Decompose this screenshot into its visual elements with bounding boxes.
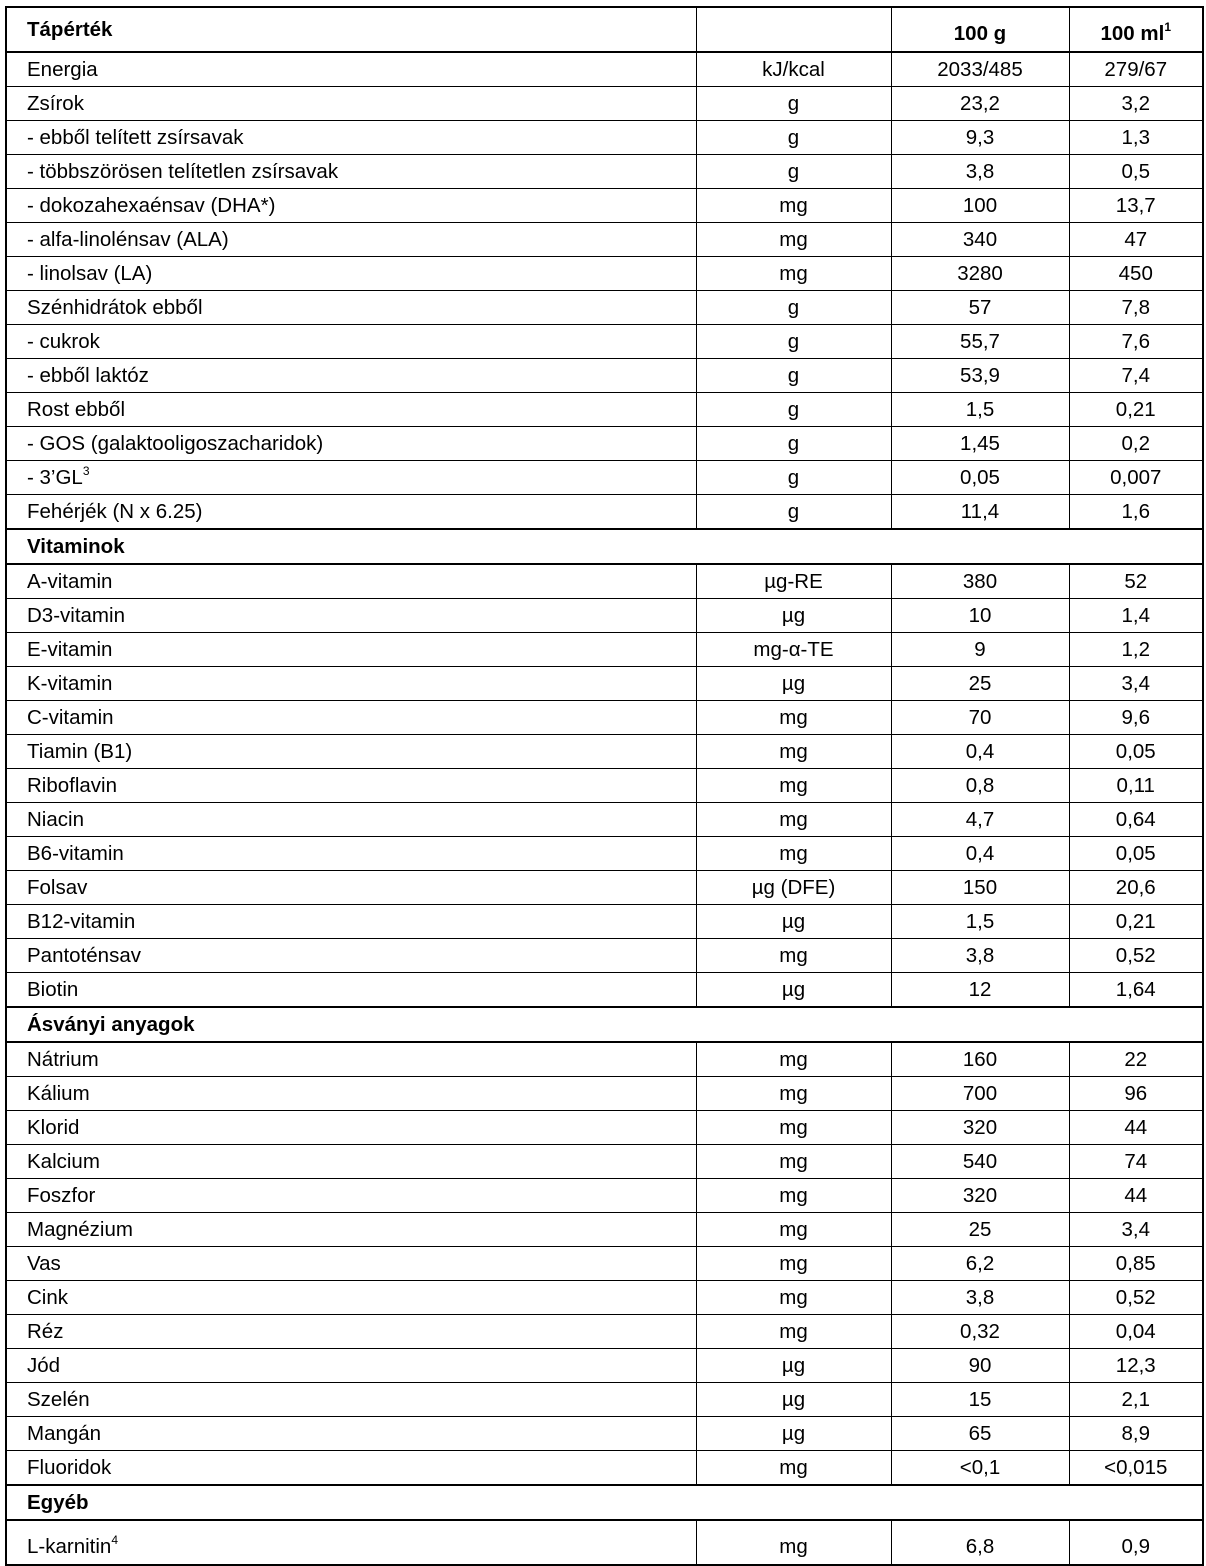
nutrient-name-text: Cink <box>27 1286 69 1309</box>
nutrient-name-text: - linolsav (LA) <box>27 262 153 285</box>
value-per-100g: 11,4 <box>891 495 1069 530</box>
table-row <box>6 1145 1203 1179</box>
nutrient-name <box>6 325 696 359</box>
nutrient-name-text: Riboflavin <box>27 774 118 797</box>
nutrient-name <box>6 1145 696 1179</box>
value-per-100ml: 450 <box>1069 257 1203 291</box>
nutrient-unit: mg <box>696 1077 891 1111</box>
nutrient-unit: mg <box>696 735 891 769</box>
nutrient-unit: mg <box>696 189 891 223</box>
nutrient-name <box>6 1520 696 1565</box>
value-per-100ml: 0,05 <box>1069 837 1203 871</box>
value-per-100g: 320 <box>891 1179 1069 1213</box>
nutrient-name-text: L-karnitin <box>27 1535 112 1558</box>
value-per-100g: 90 <box>891 1349 1069 1383</box>
table-row <box>6 1383 1203 1417</box>
nutrient-name <box>6 667 696 701</box>
value-per-100g: 1,5 <box>891 393 1069 427</box>
nutrient-unit: mg <box>696 1247 891 1281</box>
value-per-100ml: 1,64 <box>1069 973 1203 1008</box>
table-row <box>6 427 1203 461</box>
nutrient-name <box>6 1451 696 1486</box>
section-heading: Vitaminok <box>6 529 1203 564</box>
header-unit <box>696 7 891 52</box>
value-per-100g: 25 <box>891 1213 1069 1247</box>
table-row <box>6 701 1203 735</box>
nutrient-unit: mg <box>696 1042 891 1077</box>
nutrient-name <box>6 837 696 871</box>
nutrient-name-text: Szelén <box>27 1388 90 1411</box>
nutrient-unit: mg <box>696 701 891 735</box>
nutrient-name <box>6 393 696 427</box>
nutrient-name-text: A-vitamin <box>27 570 113 593</box>
value-per-100ml: 1,2 <box>1069 633 1203 667</box>
nutrient-name <box>6 1315 696 1349</box>
nutrient-unit: mg <box>696 257 891 291</box>
value-per-100g: 6,8 <box>891 1520 1069 1565</box>
nutrient-name <box>6 87 696 121</box>
value-per-100ml: 7,6 <box>1069 325 1203 359</box>
table-row <box>6 905 1203 939</box>
table-row <box>6 1077 1203 1111</box>
table-row <box>6 52 1203 87</box>
nutrient-unit: mg-α-TE <box>696 633 891 667</box>
table-row <box>6 1315 1203 1349</box>
nutrient-name-text: B12-vitamin <box>27 910 136 933</box>
nutrient-name-text: - dokozahexaénsav (DHA*) <box>27 194 276 217</box>
value-per-100ml: 3,4 <box>1069 1213 1203 1247</box>
nutrient-name-text: Pantoténsav <box>27 944 141 967</box>
nutrient-unit: mg <box>696 223 891 257</box>
value-per-100g: 23,2 <box>891 87 1069 121</box>
nutrient-name <box>6 495 696 530</box>
value-per-100g: 4,7 <box>891 803 1069 837</box>
section-heading: Ásványi anyagok <box>6 1007 1203 1042</box>
nutrient-name-text: Klorid <box>27 1116 80 1139</box>
value-per-100g: 0,8 <box>891 769 1069 803</box>
value-per-100ml: 8,9 <box>1069 1417 1203 1451</box>
value-per-100ml: <0,015 <box>1069 1451 1203 1486</box>
value-per-100ml: 96 <box>1069 1077 1203 1111</box>
nutrient-name <box>6 257 696 291</box>
nutrient-name <box>6 1383 696 1417</box>
nutrient-name <box>6 939 696 973</box>
nutrient-unit: g <box>696 121 891 155</box>
table-row <box>6 1417 1203 1451</box>
value-per-100g: 15 <box>891 1383 1069 1417</box>
nutrient-name <box>6 633 696 667</box>
nutrient-name <box>6 973 696 1008</box>
nutrient-unit: mg <box>696 1111 891 1145</box>
nutrient-name <box>6 735 696 769</box>
nutrient-footnote: 4 <box>111 1533 118 1548</box>
nutrient-unit: g <box>696 325 891 359</box>
value-per-100g: 700 <box>891 1077 1069 1111</box>
value-per-100ml: 0,04 <box>1069 1315 1203 1349</box>
nutrient-name <box>6 803 696 837</box>
nutrient-name-text: C-vitamin <box>27 706 114 729</box>
nutrient-unit: µg <box>696 667 891 701</box>
table-row <box>6 223 1203 257</box>
nutrient-unit: µg (DFE) <box>696 871 891 905</box>
nutrient-name <box>6 871 696 905</box>
nutrient-name <box>6 461 696 495</box>
value-per-100g: 2033/485 <box>891 52 1069 87</box>
value-per-100ml: 279/67 <box>1069 52 1203 87</box>
value-per-100g: 53,9 <box>891 359 1069 393</box>
value-per-100ml: 0,2 <box>1069 427 1203 461</box>
value-per-100ml: 44 <box>1069 1111 1203 1145</box>
nutrient-name-text: D3-vitamin <box>27 604 125 627</box>
value-per-100ml: 0,9 <box>1069 1520 1203 1565</box>
value-per-100g: 3,8 <box>891 939 1069 973</box>
nutrient-name <box>6 1111 696 1145</box>
table-row <box>6 393 1203 427</box>
table-row <box>6 837 1203 871</box>
table-row <box>6 1520 1203 1565</box>
nutrient-unit: µg <box>696 905 891 939</box>
nutrient-name-text: - cukrok <box>27 330 100 353</box>
table-row <box>6 1247 1203 1281</box>
value-per-100ml: 1,3 <box>1069 121 1203 155</box>
table-row <box>6 973 1203 1008</box>
nutrient-unit: g <box>696 87 891 121</box>
nutrient-unit: g <box>696 427 891 461</box>
table-row <box>6 1111 1203 1145</box>
nutrient-name <box>6 599 696 633</box>
table-row <box>6 87 1203 121</box>
nutrient-name-text: Kálium <box>27 1082 90 1105</box>
header-per-100ml <box>1069 7 1203 52</box>
section-row-minerals <box>6 1007 1203 1042</box>
nutrient-unit: g <box>696 461 891 495</box>
value-per-100g: 540 <box>891 1145 1069 1179</box>
value-per-100g: 160 <box>891 1042 1069 1077</box>
section-heading: Egyéb <box>6 1485 1203 1520</box>
nutrient-name <box>6 121 696 155</box>
nutrient-name <box>6 564 696 599</box>
table-row <box>6 291 1203 325</box>
value-per-100ml: 44 <box>1069 1179 1203 1213</box>
nutrient-name-text: Tiamin (B1) <box>27 740 133 763</box>
nutrient-name-text: E-vitamin <box>27 638 113 661</box>
value-per-100g: 9,3 <box>891 121 1069 155</box>
value-per-100ml: 74 <box>1069 1145 1203 1179</box>
value-per-100ml: 0,85 <box>1069 1247 1203 1281</box>
table-row <box>6 667 1203 701</box>
value-per-100g: 57 <box>891 291 1069 325</box>
nutrient-name-text: - ebből telített zsírsavak <box>27 126 244 149</box>
table-row <box>6 633 1203 667</box>
nutrient-name <box>6 223 696 257</box>
value-per-100g: 3280 <box>891 257 1069 291</box>
table-row <box>6 1281 1203 1315</box>
value-per-100ml: 0,64 <box>1069 803 1203 837</box>
value-per-100ml: 0,21 <box>1069 393 1203 427</box>
table-row <box>6 359 1203 393</box>
nutrient-unit: g <box>696 495 891 530</box>
value-per-100g: 100 <box>891 189 1069 223</box>
nutrient-unit: g <box>696 359 891 393</box>
nutrient-unit: mg <box>696 939 891 973</box>
nutrient-name <box>6 52 696 87</box>
nutrient-unit: kJ/kcal <box>696 52 891 87</box>
table-row <box>6 155 1203 189</box>
value-per-100g: 340 <box>891 223 1069 257</box>
table-row <box>6 1042 1203 1077</box>
value-per-100ml: 0,11 <box>1069 769 1203 803</box>
nutrient-unit: mg <box>696 1179 891 1213</box>
nutrient-name <box>6 1077 696 1111</box>
nutrient-unit: g <box>696 291 891 325</box>
table-row <box>6 735 1203 769</box>
table-row <box>6 803 1203 837</box>
header-row <box>6 7 1203 52</box>
value-per-100g: 55,7 <box>891 325 1069 359</box>
nutrient-name-text: - alfa-linolénsav (ALA) <box>27 228 229 251</box>
value-per-100g: 65 <box>891 1417 1069 1451</box>
value-per-100ml: 0,5 <box>1069 155 1203 189</box>
nutrient-name <box>6 1281 696 1315</box>
value-per-100ml: 13,7 <box>1069 189 1203 223</box>
table-row <box>6 939 1203 973</box>
value-per-100g: 9 <box>891 633 1069 667</box>
value-per-100g: 70 <box>891 701 1069 735</box>
value-per-100ml: 2,1 <box>1069 1383 1203 1417</box>
nutrient-name <box>6 1179 696 1213</box>
header-name: Tápérték <box>6 7 696 52</box>
value-per-100ml: 0,21 <box>1069 905 1203 939</box>
table-row <box>6 599 1203 633</box>
nutrient-name <box>6 1042 696 1077</box>
nutrient-name-text: Magnézium <box>27 1218 133 1241</box>
nutrient-name-text: Energia <box>27 58 98 81</box>
header-per-100ml-label: 100 ml <box>1100 22 1165 45</box>
value-per-100ml: 22 <box>1069 1042 1203 1077</box>
value-per-100ml: 12,3 <box>1069 1349 1203 1383</box>
nutrient-unit: mg <box>696 803 891 837</box>
value-per-100ml: 7,8 <box>1069 291 1203 325</box>
value-per-100g: 150 <box>891 871 1069 905</box>
nutrient-name <box>6 155 696 189</box>
nutrient-unit: mg <box>696 1315 891 1349</box>
value-per-100g: 0,4 <box>891 735 1069 769</box>
nutrient-unit: mg <box>696 1213 891 1247</box>
nutrient-unit: µg <box>696 973 891 1008</box>
value-per-100g: 1,45 <box>891 427 1069 461</box>
nutrient-unit: mg <box>696 837 891 871</box>
header-per-100ml-footnote: 1 <box>1164 20 1171 35</box>
nutrient-name <box>6 291 696 325</box>
table-row <box>6 121 1203 155</box>
nutrient-name-text: Biotin <box>27 978 79 1001</box>
nutrient-unit: g <box>696 155 891 189</box>
nutrient-name-text: - 3’GL <box>27 466 83 489</box>
value-per-100ml: 1,6 <box>1069 495 1203 530</box>
nutrient-name-text: Foszfor <box>27 1184 96 1207</box>
nutrient-unit: µg <box>696 1417 891 1451</box>
nutrient-name-text: K-vitamin <box>27 672 113 695</box>
nutrient-name <box>6 701 696 735</box>
section-row-vitamins <box>6 529 1203 564</box>
nutrient-name <box>6 359 696 393</box>
value-per-100g: 6,2 <box>891 1247 1069 1281</box>
nutrient-name <box>6 905 696 939</box>
table-row <box>6 1451 1203 1486</box>
nutrient-name-text: Réz <box>27 1320 64 1343</box>
value-per-100g: 380 <box>891 564 1069 599</box>
value-per-100ml: 7,4 <box>1069 359 1203 393</box>
value-per-100ml: 3,4 <box>1069 667 1203 701</box>
nutrient-name-text: Niacin <box>27 808 84 831</box>
value-per-100ml: 20,6 <box>1069 871 1203 905</box>
value-per-100g: 3,8 <box>891 1281 1069 1315</box>
value-per-100ml: 0,52 <box>1069 1281 1203 1315</box>
nutrient-name-text: - többszörösen telítetlen zsírsavak <box>27 160 339 183</box>
header-per-100g: 100 g <box>891 7 1069 52</box>
nutrient-unit: µg <box>696 1383 891 1417</box>
nutrient-name <box>6 427 696 461</box>
value-per-100ml: 0,05 <box>1069 735 1203 769</box>
table-row <box>6 1349 1203 1383</box>
nutrient-name-text: Rost ebből <box>27 398 126 421</box>
nutrient-unit: mg <box>696 1520 891 1565</box>
nutrient-name-text: Fehérjék (N x 6.25) <box>27 500 203 523</box>
nutrient-footnote: 3 <box>82 464 90 479</box>
value-per-100ml: 9,6 <box>1069 701 1203 735</box>
nutrient-name-text: Folsav <box>27 876 88 899</box>
nutrient-name <box>6 769 696 803</box>
value-per-100ml: 0,007 <box>1069 461 1203 495</box>
table-row <box>6 325 1203 359</box>
value-per-100g: 12 <box>891 973 1069 1008</box>
value-per-100g: 0,4 <box>891 837 1069 871</box>
nutrient-name-text: - ebből laktóz <box>27 364 149 387</box>
table-row <box>6 871 1203 905</box>
table-row <box>6 189 1203 223</box>
nutrient-name-text: Zsírok <box>27 92 84 115</box>
nutrient-unit: mg <box>696 1145 891 1179</box>
value-per-100ml: 0,52 <box>1069 939 1203 973</box>
value-per-100g: <0,1 <box>891 1451 1069 1486</box>
section-row-other <box>6 1485 1203 1520</box>
nutrient-unit: mg <box>696 1451 891 1486</box>
value-per-100g: 0,05 <box>891 461 1069 495</box>
nutrient-unit: µg <box>696 599 891 633</box>
nutrient-name-text: - GOS (galaktooligoszacharidok) <box>27 432 324 455</box>
nutrition-table <box>5 6 1204 1566</box>
value-per-100g: 320 <box>891 1111 1069 1145</box>
nutrient-unit: mg <box>696 1281 891 1315</box>
nutrient-name-text: Szénhidrátok ebből <box>27 296 203 319</box>
nutrient-name <box>6 1213 696 1247</box>
table-row <box>6 1179 1203 1213</box>
nutrient-unit: mg <box>696 769 891 803</box>
table-row <box>6 564 1203 599</box>
nutrient-unit: g <box>696 393 891 427</box>
value-per-100ml: 3,2 <box>1069 87 1203 121</box>
value-per-100ml: 52 <box>1069 564 1203 599</box>
nutrient-name-text: B6-vitamin <box>27 842 124 865</box>
table-row <box>6 769 1203 803</box>
nutrient-name-text: Jód <box>27 1354 61 1377</box>
nutrient-name <box>6 189 696 223</box>
nutrient-name-text: Kalcium <box>27 1150 100 1173</box>
table-row <box>6 1213 1203 1247</box>
table-row <box>6 495 1203 530</box>
nutrient-name-text: Mangán <box>27 1422 102 1445</box>
value-per-100ml: 47 <box>1069 223 1203 257</box>
value-per-100g: 0,32 <box>891 1315 1069 1349</box>
nutrient-unit: µg-RE <box>696 564 891 599</box>
value-per-100ml: 1,4 <box>1069 599 1203 633</box>
table-row <box>6 257 1203 291</box>
value-per-100g: 25 <box>891 667 1069 701</box>
nutrient-name-text: Nátrium <box>27 1048 99 1071</box>
nutrient-name <box>6 1349 696 1383</box>
nutrient-name <box>6 1417 696 1451</box>
nutrient-unit: µg <box>696 1349 891 1383</box>
nutrient-name-text: Vas <box>27 1252 61 1275</box>
value-per-100g: 1,5 <box>891 905 1069 939</box>
table-row <box>6 461 1203 495</box>
nutrient-name <box>6 1247 696 1281</box>
nutrient-name-text: Fluoridok <box>27 1456 112 1479</box>
value-per-100g: 3,8 <box>891 155 1069 189</box>
value-per-100g: 10 <box>891 599 1069 633</box>
